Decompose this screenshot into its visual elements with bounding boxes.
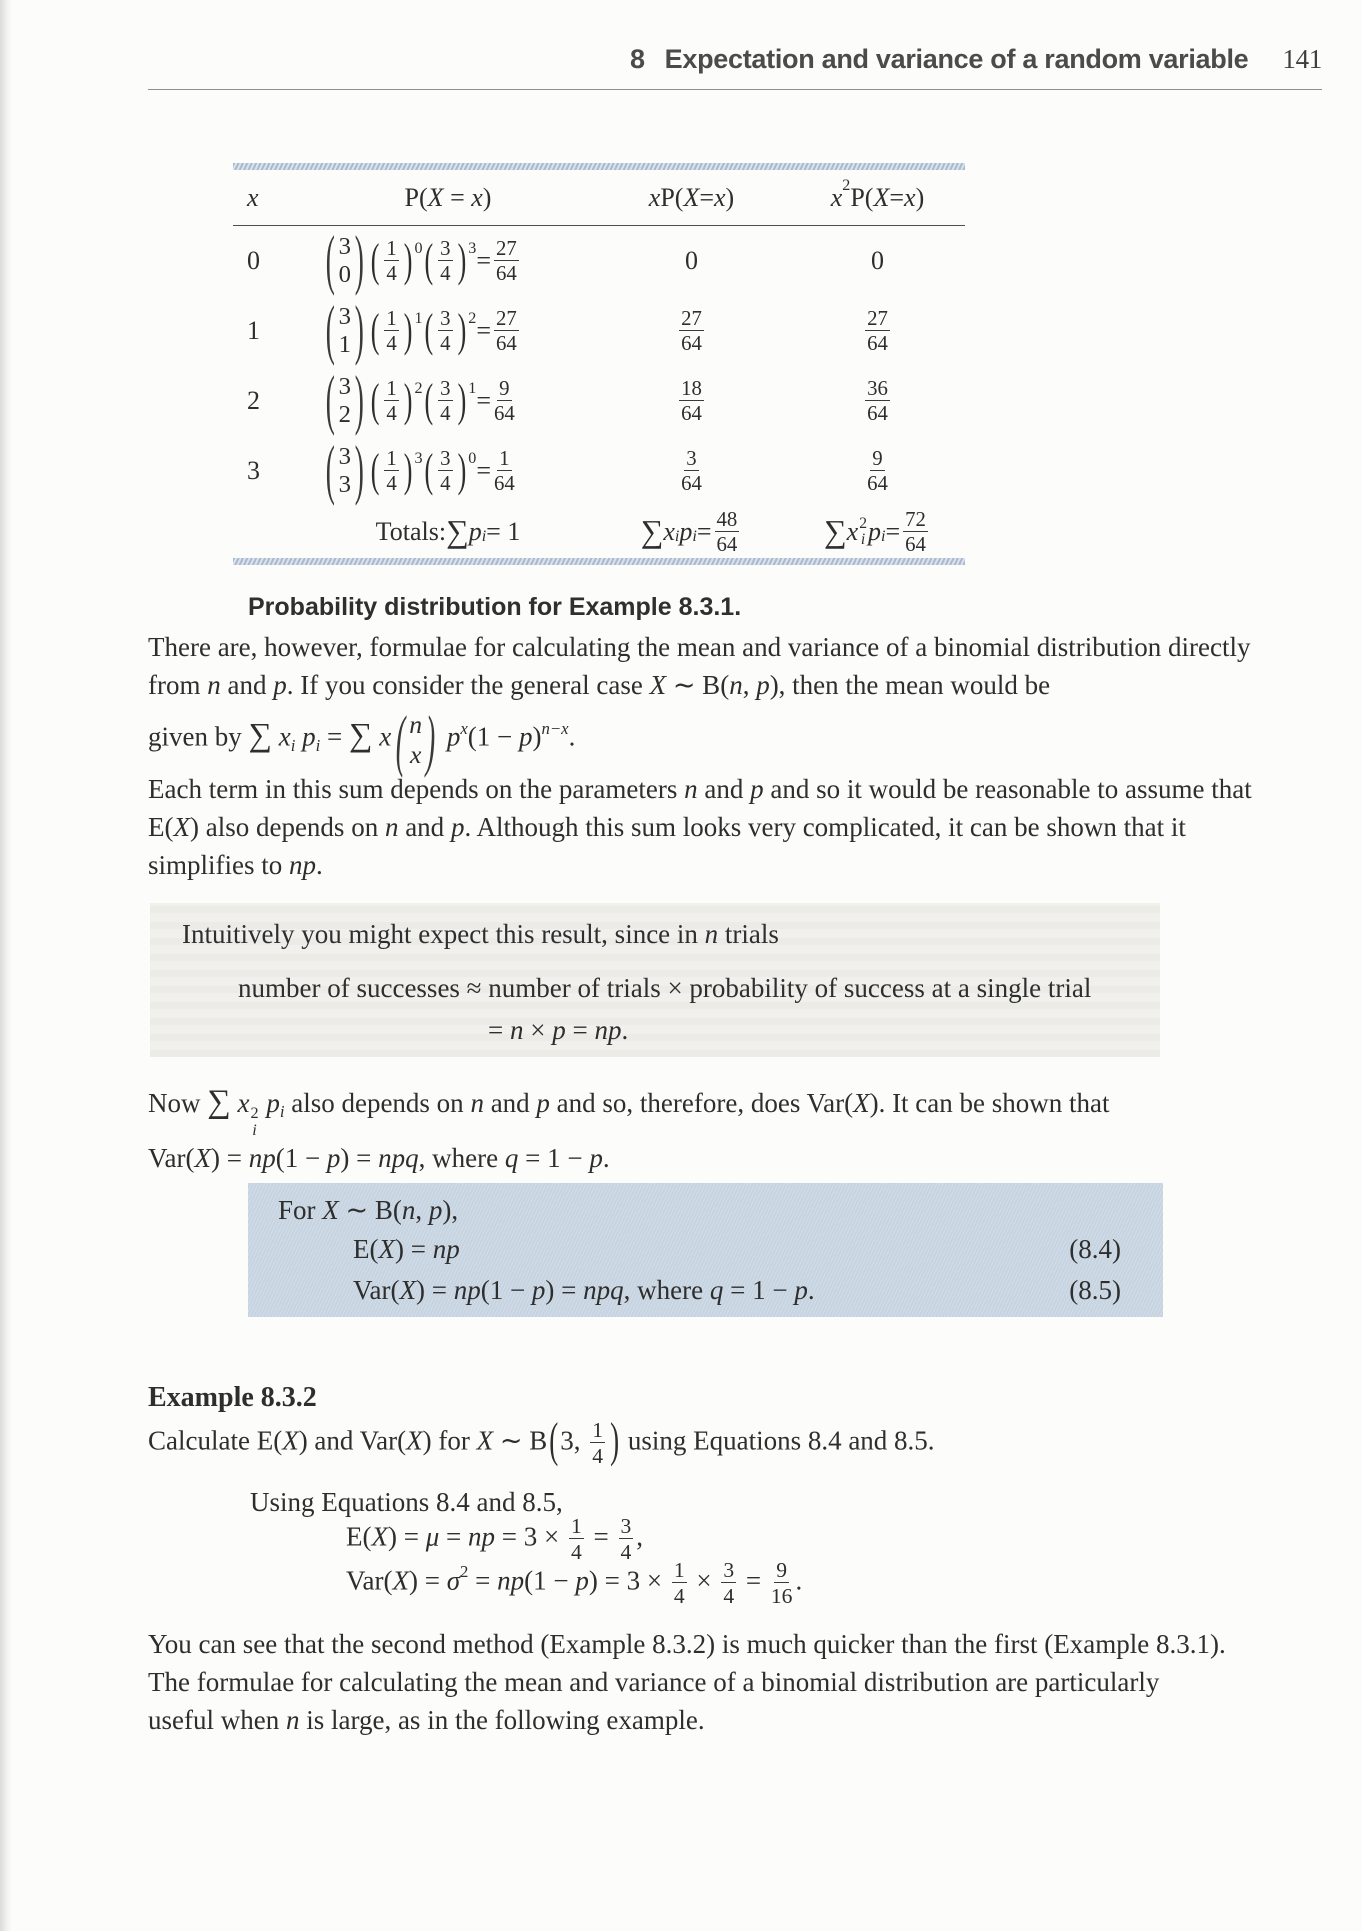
text-segment: = bbox=[443, 182, 472, 212]
text-segment: p bbox=[266, 1088, 280, 1118]
cell-x: 1 bbox=[247, 316, 260, 345]
fraction: $\frac{3}{4}$ bbox=[440, 376, 451, 425]
text-segment: Var( bbox=[353, 1275, 400, 1305]
right-paren: ) bbox=[457, 444, 467, 497]
page-header bbox=[630, 44, 1322, 75]
formula-highlight-box bbox=[248, 1183, 1163, 1317]
text-segment: q bbox=[709, 1275, 724, 1305]
text-segment: n bbox=[470, 1088, 484, 1118]
text-segment: and bbox=[697, 774, 751, 804]
text-segment: X bbox=[853, 1088, 870, 1118]
superscript: n−x bbox=[541, 718, 569, 738]
text-segment: p bbox=[428, 1195, 443, 1225]
sum-operator: ∑ bbox=[640, 514, 664, 549]
text-segment: n bbox=[729, 670, 743, 700]
fraction: $\frac{27}{64}$ bbox=[495, 236, 517, 285]
left-paren: ( bbox=[370, 444, 380, 497]
superscript: 1 bbox=[414, 310, 423, 328]
text-segment: . bbox=[316, 850, 323, 880]
fraction: $\frac{9}{64}$ bbox=[493, 376, 515, 425]
text-segment: ). It can be shown that bbox=[869, 1088, 1110, 1118]
fraction: $\frac{3}{4}$ bbox=[620, 1514, 632, 1565]
paragraph-each-term bbox=[148, 770, 1266, 884]
text-segment: Var( bbox=[346, 1565, 393, 1596]
left-paren: ( bbox=[370, 234, 380, 287]
text-segment: p bbox=[450, 812, 465, 842]
fraction: $\frac{72}{64}$ bbox=[905, 507, 926, 556]
text-segment: p bbox=[794, 1275, 808, 1305]
expectation-formula bbox=[353, 1234, 460, 1265]
text-segment: , bbox=[636, 1521, 644, 1552]
text-segment: X bbox=[399, 1275, 416, 1305]
cell-xp bbox=[593, 246, 790, 276]
text-segment: and so it would be reasonable to assume that E( bbox=[148, 774, 1252, 842]
text-segment: . If you consider the general case bbox=[286, 670, 650, 700]
text-segment: ) = bbox=[340, 1142, 379, 1173]
sum-operator: ∑ bbox=[824, 514, 847, 549]
text-segment: p bbox=[531, 1275, 546, 1305]
text-segment: n bbox=[207, 670, 221, 700]
sup-sub-stack: 2 i bbox=[250, 1103, 259, 1139]
right-paren: ) bbox=[403, 304, 413, 357]
text-segment: x bbox=[714, 182, 726, 212]
text-segment: , bbox=[415, 1195, 429, 1225]
fraction: $\frac{1}{4}$ bbox=[570, 1514, 582, 1565]
text-segment: also depends on bbox=[284, 1088, 471, 1118]
text-segment: , where bbox=[623, 1275, 710, 1305]
text-segment: np bbox=[248, 1142, 276, 1173]
example-expectation-calculation bbox=[346, 1514, 643, 1564]
cell-x2p bbox=[790, 447, 965, 496]
binomial-coefficient: ( 3 2 ) bbox=[325, 362, 364, 437]
binomial-coefficient: ( 3 1 ) bbox=[325, 292, 364, 367]
superscript: 2 bbox=[468, 310, 477, 328]
text-segment: μ bbox=[425, 1521, 440, 1552]
text-segment: ), bbox=[442, 1195, 459, 1225]
text-segment: ) bbox=[725, 182, 735, 212]
subscript: i bbox=[692, 528, 697, 546]
text-segment bbox=[272, 722, 279, 752]
text-segment: ) and Var( bbox=[298, 1425, 407, 1456]
text-segment: np bbox=[594, 1015, 622, 1045]
fraction: $\frac{18}{64}$ bbox=[681, 376, 702, 425]
table-row bbox=[233, 432, 965, 507]
variance-formula-line bbox=[148, 1143, 610, 1173]
superscript: 0 bbox=[468, 450, 477, 468]
text-segment: P( bbox=[404, 182, 428, 212]
text-segment: x bbox=[648, 182, 661, 212]
text-segment: You can see that the second method (Example 8.3.2) is much quicker than the first (Example 8.3.1). The formulae for calculating the mean and variance of a binomial distribution are particularly useful when bbox=[148, 1629, 1226, 1735]
paragraph-binomial-formulae bbox=[148, 628, 1266, 778]
text-segment: p bbox=[575, 1565, 589, 1596]
text-segment: x bbox=[904, 182, 916, 212]
cell-x: 3 bbox=[247, 456, 260, 485]
cell-xp bbox=[593, 377, 790, 426]
text-segment: Calculate E( bbox=[148, 1425, 283, 1456]
text-segment: p bbox=[273, 670, 287, 700]
text-segment: and so, therefore, does Var( bbox=[549, 1088, 854, 1118]
text-segment: given by bbox=[148, 721, 249, 752]
table-top-border bbox=[233, 163, 965, 170]
text-segment: X bbox=[371, 1521, 388, 1552]
fraction: $\frac{1}{4}$ bbox=[386, 236, 397, 285]
text-segment: = bbox=[476, 316, 491, 345]
text-segment: = 1 − bbox=[723, 1275, 795, 1305]
cell-xp bbox=[593, 447, 790, 496]
fraction: $\frac{36}{64}$ bbox=[867, 376, 888, 425]
text-segment: X bbox=[173, 812, 190, 842]
fraction: $\frac{1}{4}$ bbox=[386, 376, 397, 425]
totals-sum-p bbox=[303, 514, 593, 550]
scan-edge-shadow bbox=[0, 0, 12, 1931]
text-segment: np bbox=[432, 1234, 460, 1264]
text-segment: ), then the mean would be bbox=[769, 670, 1051, 700]
text-segment: 0 bbox=[685, 246, 698, 275]
paragraph-variance bbox=[148, 1083, 1266, 1177]
text-segment: = bbox=[889, 182, 905, 212]
text-segment: = bbox=[476, 456, 491, 485]
left-paren: ( bbox=[424, 234, 434, 287]
table-row bbox=[233, 222, 965, 297]
text-segment: ) = bbox=[210, 1142, 249, 1173]
text-segment: X bbox=[873, 182, 890, 212]
table-caption: Probability distribution for Example 8.3.1. bbox=[248, 593, 742, 621]
chapter-title: Expectation and variance of a random variable bbox=[664, 44, 1249, 74]
text-segment: np bbox=[468, 1521, 495, 1552]
text-segment: = bbox=[476, 386, 491, 415]
superscript: x bbox=[460, 718, 468, 738]
text-segment: X bbox=[406, 1425, 423, 1456]
fraction: $\frac{1}{4}$ bbox=[592, 1418, 604, 1469]
text-segment: = bbox=[565, 1015, 595, 1045]
text-segment: p bbox=[468, 517, 482, 546]
text-segment: = bbox=[586, 1521, 616, 1552]
note-line-2 bbox=[238, 973, 1091, 1004]
text-segment: . bbox=[807, 1275, 815, 1305]
text-segment: (1 − bbox=[524, 1565, 576, 1596]
text-segment: x bbox=[471, 182, 483, 212]
text-segment: E( bbox=[346, 1521, 372, 1552]
binomial-coefficient: ( n x ) bbox=[396, 701, 436, 778]
subscript: i bbox=[290, 736, 296, 756]
text-segment: ) = bbox=[394, 1234, 433, 1264]
text-segment: ) bbox=[532, 721, 542, 752]
text-segment: p bbox=[518, 721, 533, 752]
equation-number-8-4: (8.4) bbox=[1069, 1234, 1121, 1264]
text-segment: P( bbox=[660, 182, 684, 212]
text-segment: = bbox=[439, 1521, 468, 1552]
text-segment: npq bbox=[378, 1142, 419, 1173]
left-paren: ( bbox=[424, 444, 434, 497]
chapter-number: 8 bbox=[629, 44, 645, 74]
sum-operator: ∑ bbox=[207, 1084, 231, 1120]
left-paren: ( bbox=[424, 304, 434, 357]
text-segment: p bbox=[750, 774, 764, 804]
text-segment: . bbox=[568, 721, 576, 752]
right-paren: ) bbox=[457, 374, 467, 427]
left-paren: ( bbox=[370, 374, 380, 427]
text-segment: ) also depends on bbox=[189, 812, 385, 842]
mean-formula-line bbox=[148, 701, 1266, 778]
text-segment: = 1 bbox=[486, 517, 521, 546]
text-segment: x bbox=[830, 182, 843, 212]
left-paren: ( bbox=[424, 374, 434, 427]
text-segment: x bbox=[278, 721, 291, 752]
subscript: i bbox=[481, 528, 487, 546]
superscript: 2 bbox=[414, 380, 423, 398]
text-segment: is large, as in the following example. bbox=[299, 1705, 705, 1735]
fraction: $\frac{3}{4}$ bbox=[440, 446, 451, 495]
example-statement bbox=[148, 1412, 935, 1469]
right-paren: ) bbox=[403, 444, 413, 497]
table-header-row bbox=[233, 170, 965, 225]
sum-operator: ∑ bbox=[248, 717, 272, 754]
fraction: $\frac{1}{4}$ bbox=[386, 306, 397, 355]
text-segment: npq bbox=[583, 1275, 624, 1305]
text-segment: = bbox=[699, 182, 714, 212]
subscript: i bbox=[674, 528, 680, 546]
cell-probability-expression bbox=[303, 432, 593, 507]
text-segment: = 3 × bbox=[495, 1521, 566, 1552]
paragraph-text bbox=[148, 632, 1250, 700]
cell-probability-expression bbox=[303, 222, 593, 297]
text-segment: 3, bbox=[560, 1425, 588, 1456]
table-totals-row bbox=[233, 506, 965, 558]
text-segment: n bbox=[684, 774, 698, 804]
text-segment: x bbox=[663, 517, 675, 546]
totals-sum-x2p bbox=[790, 508, 965, 557]
text-segment: ) = bbox=[415, 1275, 454, 1305]
text-segment: n bbox=[285, 1705, 300, 1735]
text-segment: ∼ B( bbox=[338, 1195, 402, 1225]
text-segment: For bbox=[278, 1195, 323, 1225]
cell-x2p bbox=[790, 246, 965, 276]
fraction: $\frac{1}{4}$ bbox=[673, 1558, 685, 1609]
text-segment: ) = bbox=[545, 1275, 584, 1305]
left-paren: ( bbox=[370, 304, 380, 357]
right-paren: ) bbox=[457, 234, 467, 287]
text-segment: (1 − bbox=[467, 721, 519, 752]
text-segment: number of successes ≈ number of trials × probability of success at a single trial bbox=[238, 973, 1092, 1003]
text-segment: q bbox=[504, 1142, 519, 1173]
text-segment: (1 − bbox=[480, 1275, 532, 1305]
text-segment: . bbox=[795, 1565, 803, 1596]
text-segment: ∼ B bbox=[493, 1425, 548, 1456]
text-segment: X bbox=[649, 670, 667, 700]
fraction: $\frac{27}{64}$ bbox=[867, 306, 888, 355]
right-paren: ) bbox=[610, 1412, 620, 1467]
superscript: 1 bbox=[468, 380, 477, 398]
text-segment: ∼ B( bbox=[666, 670, 730, 700]
right-paren: ) bbox=[457, 304, 467, 357]
text-segment: ) bbox=[482, 182, 492, 212]
right-paren: ) bbox=[403, 374, 413, 427]
text-segment: × bbox=[689, 1565, 719, 1596]
text-segment: and bbox=[398, 812, 451, 842]
superscript: 2 bbox=[460, 1562, 469, 1582]
text-segment: X bbox=[194, 1142, 211, 1173]
table-bottom-border bbox=[233, 558, 965, 565]
paragraph-conclusion bbox=[148, 1625, 1228, 1739]
column-header-x bbox=[233, 183, 303, 213]
text-segment: np bbox=[289, 850, 316, 880]
text-segment: = bbox=[696, 517, 712, 546]
text-segment: ) for bbox=[422, 1425, 477, 1456]
text-segment: x bbox=[379, 721, 392, 752]
sup-sub-stack: 2 i bbox=[859, 514, 867, 548]
text-segment: p bbox=[446, 721, 461, 752]
text-segment: x bbox=[247, 182, 259, 212]
cell-x2p bbox=[790, 377, 965, 426]
text-segment: = bbox=[488, 1015, 510, 1045]
fraction: $\frac{9}{16}$ bbox=[770, 1558, 793, 1609]
fraction: $\frac{27}{64}$ bbox=[681, 306, 702, 355]
text-segment: 0 bbox=[871, 246, 884, 275]
text-segment: = bbox=[476, 246, 491, 275]
cell-xp bbox=[593, 307, 790, 356]
text-segment: Intuitively you might expect this result, since in bbox=[182, 919, 705, 949]
equation-number-8-5: (8.5) bbox=[1069, 1275, 1121, 1305]
text-segment: np bbox=[453, 1275, 481, 1305]
sum-operator: ∑ bbox=[349, 717, 373, 754]
table-row bbox=[233, 362, 965, 437]
note-line-3 bbox=[488, 1015, 628, 1046]
left-paren: ( bbox=[549, 1412, 559, 1467]
text-segment: . bbox=[602, 1142, 610, 1173]
sum-operator: ∑ bbox=[446, 514, 469, 549]
intuition-note-box bbox=[150, 903, 1160, 1057]
fraction: $\frac{1}{64}$ bbox=[493, 446, 515, 495]
table-row bbox=[233, 292, 965, 367]
text-segment: n bbox=[509, 1015, 524, 1045]
formula-box-intro bbox=[278, 1195, 458, 1226]
text-segment: X bbox=[683, 182, 700, 212]
text-segment: × bbox=[523, 1015, 553, 1045]
totals-sum-xp bbox=[593, 508, 790, 557]
cell-x: 2 bbox=[247, 386, 260, 415]
superscript: 3 bbox=[468, 240, 477, 258]
subscript: i bbox=[881, 528, 886, 546]
text-segment: = 1 − bbox=[518, 1142, 590, 1173]
fraction: $\frac{9}{64}$ bbox=[867, 446, 888, 495]
text-segment: p bbox=[679, 517, 693, 546]
text-segment: There are, however, formulae for calculating the mean and variance of a binomial distribution directly from bbox=[148, 632, 1251, 700]
column-header-p bbox=[303, 183, 593, 213]
text-segment: X bbox=[476, 1425, 494, 1456]
binomial-coefficient: ( 3 3 ) bbox=[325, 432, 364, 507]
text-segment: n bbox=[704, 919, 719, 949]
binomial-coefficient: ( 3 0 ) bbox=[325, 222, 364, 297]
fraction: $\frac{3}{4}$ bbox=[723, 1558, 735, 1609]
header-rule bbox=[148, 89, 1322, 90]
text-segment: = bbox=[885, 517, 901, 546]
text-segment: p bbox=[552, 1015, 566, 1045]
text-segment: trials bbox=[718, 919, 779, 949]
fraction: $\frac{27}{64}$ bbox=[495, 306, 517, 355]
text-segment: Now bbox=[148, 1088, 208, 1118]
text-segment: = bbox=[320, 721, 350, 752]
text-segment: ) = 3 × bbox=[588, 1565, 669, 1596]
cell-probability-expression bbox=[303, 362, 593, 437]
text-segment: X bbox=[378, 1234, 395, 1264]
text-segment bbox=[440, 722, 447, 752]
example-heading: Example 8.3.2 bbox=[148, 1382, 317, 1413]
variance-formula bbox=[353, 1275, 815, 1306]
text-segment: x bbox=[237, 1088, 250, 1118]
superscript: 0 bbox=[414, 240, 423, 258]
text-segment: np bbox=[497, 1565, 525, 1596]
paragraph-text bbox=[148, 1084, 1110, 1139]
cell-probability-expression bbox=[303, 292, 593, 367]
text-segment: p bbox=[589, 1142, 603, 1173]
text-segment: Totals: bbox=[375, 517, 447, 546]
fraction: $\frac{1}{4}$ bbox=[386, 446, 397, 495]
text-segment: p bbox=[326, 1142, 341, 1173]
text-segment: p bbox=[868, 517, 881, 546]
superscript: 2 bbox=[842, 176, 851, 194]
text-segment: p bbox=[536, 1088, 550, 1118]
example-variance-calculation bbox=[346, 1558, 802, 1608]
cell-x: 0 bbox=[247, 246, 260, 275]
fraction: $\frac{48}{64}$ bbox=[716, 507, 738, 556]
text-segment: n bbox=[384, 812, 399, 842]
text-segment: Using Equations 8.4 and 8.5, bbox=[250, 1487, 563, 1517]
column-header-xp bbox=[593, 183, 790, 213]
text-segment: (1 − bbox=[275, 1142, 327, 1173]
cell-x2p bbox=[790, 307, 965, 356]
text-segment: ) = bbox=[387, 1521, 426, 1552]
text-segment: using Equations 8.4 and 8.5. bbox=[621, 1425, 935, 1456]
fraction: $\frac{3}{4}$ bbox=[440, 236, 451, 285]
text-segment: , where bbox=[418, 1142, 505, 1173]
page-number: 141 bbox=[1282, 44, 1322, 74]
text-segment: X bbox=[322, 1195, 339, 1225]
text-segment: and bbox=[220, 670, 274, 700]
text-segment: . bbox=[621, 1015, 629, 1045]
text-segment: X bbox=[392, 1565, 409, 1596]
text-segment: X bbox=[427, 182, 444, 212]
text-segment: and bbox=[483, 1088, 537, 1118]
text-segment: σ bbox=[446, 1565, 461, 1596]
text-segment: ) = bbox=[408, 1565, 447, 1596]
text-segment: = bbox=[468, 1565, 498, 1596]
text-segment: ) bbox=[915, 182, 925, 212]
superscript: 3 bbox=[414, 450, 423, 468]
right-paren: ) bbox=[403, 234, 413, 287]
text-segment: p bbox=[302, 721, 316, 752]
text-segment: , bbox=[742, 670, 757, 700]
subscript: i bbox=[315, 736, 321, 756]
subscript: i bbox=[279, 1102, 285, 1122]
text-segment: P( bbox=[850, 182, 874, 212]
text-segment: p bbox=[756, 670, 770, 700]
text-segment: x bbox=[846, 517, 859, 546]
text-segment: = bbox=[739, 1565, 768, 1596]
text-segment: Each term in this sum depends on the parameters bbox=[148, 774, 685, 804]
probability-table bbox=[233, 163, 965, 565]
fraction: $\frac{3}{64}$ bbox=[681, 446, 702, 495]
column-header-x2p bbox=[790, 176, 965, 213]
text-segment: X bbox=[282, 1425, 299, 1456]
text-segment: E( bbox=[353, 1234, 379, 1264]
note-line-1 bbox=[182, 919, 779, 950]
fraction: $\frac{3}{4}$ bbox=[440, 306, 451, 355]
text-segment: . Although this sum looks very complicated, it can be shown that it simplifies to bbox=[148, 812, 1186, 880]
text-segment: Var( bbox=[148, 1142, 195, 1173]
text-segment: n bbox=[401, 1195, 416, 1225]
